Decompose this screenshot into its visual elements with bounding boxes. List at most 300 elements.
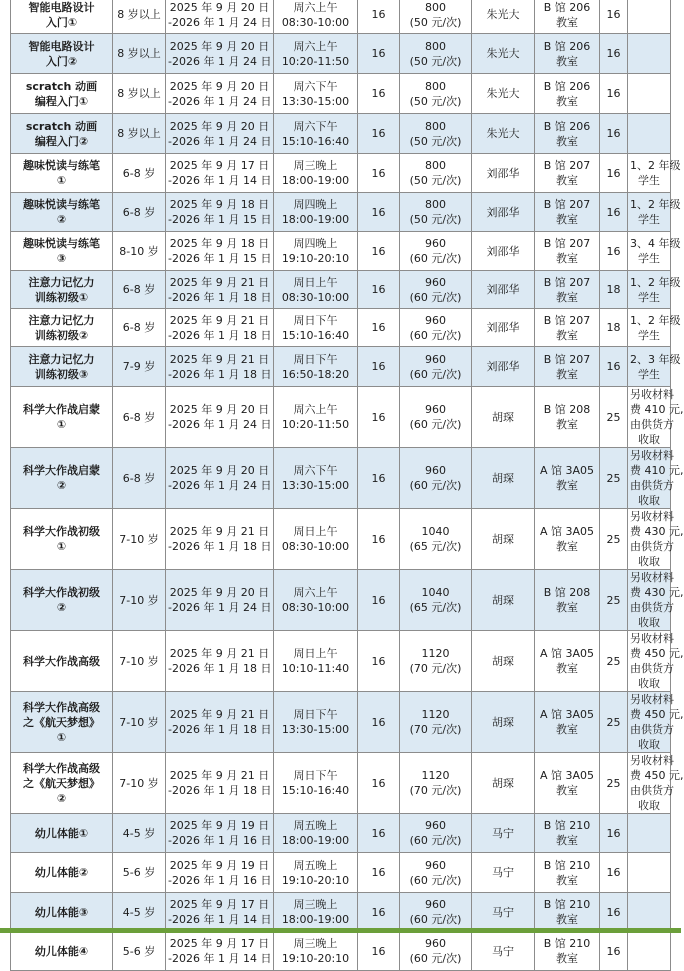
course-name-cell <box>11 448 113 509</box>
classroom-cell-line: B 馆 206 <box>543 0 591 14</box>
course-name-cell-line: 科学大作战高级 <box>23 761 100 775</box>
course-name-cell-line: 注意力记忆力 <box>28 313 95 327</box>
class-time-cell-line: 周六上午 <box>293 586 338 599</box>
table-row <box>11 570 671 631</box>
session-count-cell: 16 <box>358 692 400 753</box>
date-range-cell-line: 2025 年 9 月 20 日 <box>169 403 270 416</box>
remark-cell <box>628 893 671 932</box>
table-row <box>11 0 671 34</box>
remark-cell-line: 费 450 元, <box>630 647 684 660</box>
date-range-cell <box>166 631 274 692</box>
date-range-cell <box>166 853 274 893</box>
remark-cell-line: 收取 <box>638 799 660 812</box>
class-time-cell <box>274 34 358 74</box>
capacity-cell: 25 <box>600 448 628 509</box>
classroom-cell-line: 教室 <box>556 952 578 965</box>
table-row <box>11 34 671 74</box>
date-range-cell-line: -2026 年 1 月 24 日 <box>168 15 272 29</box>
classroom-cell <box>535 74 600 114</box>
session-count-cell: 16 <box>358 448 400 509</box>
date-range-cell-line: -2026 年 1 月 24 日 <box>168 601 272 614</box>
session-count-cell: 16 <box>358 0 400 34</box>
course-name-cell <box>11 753 113 814</box>
fee-cell-line: 960 <box>425 464 446 477</box>
course-name-cell-line: ① <box>56 540 67 553</box>
table-row <box>11 853 671 893</box>
date-range-cell <box>166 932 274 971</box>
remark-cell-line: 由供货方 <box>630 662 674 675</box>
capacity-cell: 16 <box>600 853 628 893</box>
class-time-cell-line: 13:30-15:00 <box>281 479 350 492</box>
class-time-cell <box>274 387 358 448</box>
course-name-cell <box>11 74 113 114</box>
date-range-cell-line: 2025 年 9 月 21 日 <box>169 313 270 327</box>
fee-cell-line: (65 元/次) <box>409 601 462 614</box>
classroom-cell <box>535 631 600 692</box>
teacher-cell: 胡琛 <box>472 631 535 692</box>
fee-cell <box>400 509 472 570</box>
classroom-cell <box>535 692 600 753</box>
course-name-cell-line: 编程入门① <box>34 94 89 108</box>
classroom-cell <box>535 154 600 193</box>
class-time-cell-line: 周六上午 <box>293 39 338 53</box>
age-range-cell: 5-6 岁 <box>113 853 166 893</box>
course-name-cell <box>11 387 113 448</box>
remark-cell-line: 收取 <box>638 555 660 568</box>
age-range-cell: 4-5 岁 <box>113 893 166 932</box>
remark-cell-line: 1、2 年级 <box>630 159 681 172</box>
capacity-cell: 16 <box>600 114 628 154</box>
classroom-cell-line: 教室 <box>556 213 578 226</box>
classroom-cell-line: 教室 <box>556 94 578 108</box>
remark-cell-line: 收取 <box>638 616 660 629</box>
class-time-cell <box>274 271 358 309</box>
age-range-cell: 6-8 岁 <box>113 154 166 193</box>
fee-cell-line: 1120 <box>421 647 450 660</box>
classroom-cell-line: B 馆 207 <box>543 237 591 250</box>
class-time-cell-line: 周日上午 <box>293 275 338 289</box>
class-time-cell-line: 周四晚上 <box>293 198 338 211</box>
capacity-cell: 25 <box>600 692 628 753</box>
remark-cell <box>628 0 671 34</box>
session-count-cell: 16 <box>358 154 400 193</box>
date-range-cell-line: -2026 年 1 月 18 日 <box>168 723 272 736</box>
date-range-cell-line: -2026 年 1 月 24 日 <box>168 418 272 431</box>
course-name-cell <box>11 154 113 193</box>
class-time-cell-line: 周六上午 <box>293 403 338 416</box>
date-range-cell-line: 2025 年 9 月 20 日 <box>169 464 270 477</box>
fee-cell-line: 800 <box>425 0 446 14</box>
session-count-cell: 16 <box>358 114 400 154</box>
date-range-cell-line: 2025 年 9 月 18 日 <box>169 237 270 250</box>
class-time-cell <box>274 932 358 971</box>
remark-cell-line: 另收材料 <box>630 632 674 645</box>
fee-cell-line: (50 元/次) <box>409 174 462 187</box>
table-row <box>11 347 671 387</box>
remark-cell-line: 1、2 年级 <box>630 313 681 327</box>
date-range-cell-line: 2025 年 9 月 20 日 <box>169 39 270 53</box>
fee-cell-line: 960 <box>425 819 446 832</box>
remark-cell <box>628 271 681 309</box>
class-time-cell-line: 周日上午 <box>293 647 338 660</box>
class-time-cell-line: 18:00-19:00 <box>281 213 350 226</box>
class-time-cell <box>274 232 358 271</box>
course-name-cell-line: ② <box>56 791 67 805</box>
course-name-cell-line: 趣味悦读与练笔 <box>23 237 100 250</box>
fee-cell-line: (50 元/次) <box>409 54 462 68</box>
teacher-cell: 胡琛 <box>472 692 535 753</box>
date-range-cell-line: -2026 年 1 月 18 日 <box>168 290 272 304</box>
course-name-cell-line: 趣味悦读与练笔 <box>23 198 100 211</box>
fee-cell-line: 960 <box>425 898 446 911</box>
capacity-cell: 25 <box>600 570 628 631</box>
age-range-cell: 8 岁以上 <box>113 74 166 114</box>
date-range-cell-line: 2025 年 9 月 18 日 <box>169 198 270 211</box>
session-count-cell: 16 <box>358 753 400 814</box>
fee-cell <box>400 271 472 309</box>
class-time-cell-line: 15:10-16:40 <box>281 328 350 342</box>
fee-cell-line: 960 <box>425 858 446 872</box>
class-time-cell <box>274 114 358 154</box>
class-time-cell-line: 18:00-19:00 <box>281 913 350 926</box>
session-count-cell: 16 <box>358 387 400 448</box>
class-time-cell-line: 周三晚上 <box>293 159 338 172</box>
course-name-cell <box>11 347 113 387</box>
course-name-cell <box>11 853 113 893</box>
classroom-cell-line: A 馆 3A05 <box>539 769 595 782</box>
fee-cell-line: (60 元/次) <box>409 367 462 381</box>
class-time-cell-line: 15:10-16:40 <box>281 784 350 797</box>
fee-cell <box>400 814 472 853</box>
classroom-cell-line: 教室 <box>556 367 578 381</box>
remark-cell-line: 收取 <box>638 677 660 690</box>
remark-cell-line: 学生 <box>638 328 660 342</box>
fee-cell-line: (60 元/次) <box>409 418 462 431</box>
date-range-cell-line: -2026 年 1 月 18 日 <box>168 662 272 675</box>
date-range-cell-line: 2025 年 9 月 20 日 <box>169 586 270 599</box>
date-range-cell <box>166 448 274 509</box>
course-name-cell-line: 科学大作战启蒙 <box>23 403 100 416</box>
age-range-cell: 7-10 岁 <box>113 509 166 570</box>
class-time-cell-line: 周日上午 <box>293 525 338 538</box>
course-name-cell-line: 入门② <box>45 54 78 68</box>
classroom-cell-line: 教室 <box>556 913 578 926</box>
classroom-cell <box>535 814 600 853</box>
course-name-cell <box>11 232 113 271</box>
classroom-cell-line: 教室 <box>556 601 578 614</box>
teacher-cell: 胡琛 <box>472 387 535 448</box>
remark-cell-line: 另收材料 <box>630 449 674 462</box>
class-time-cell-line: 周五晚上 <box>293 819 338 832</box>
class-time-cell-line: 19:10-20:10 <box>281 873 350 887</box>
remark-cell-line: 费 450 元, <box>630 769 684 782</box>
course-name-cell <box>11 932 113 971</box>
date-range-cell-line: -2026 年 1 月 15 日 <box>168 252 272 265</box>
teacher-cell: 胡琛 <box>472 448 535 509</box>
course-name-cell-line: ① <box>56 730 67 744</box>
class-time-cell-line: 周日下午 <box>293 313 338 327</box>
course-name-cell-line: ① <box>56 174 67 187</box>
fee-cell <box>400 34 472 74</box>
teacher-cell: 朱光大 <box>472 34 535 74</box>
remark-cell-line: 由供货方 <box>630 601 674 614</box>
class-time-cell <box>274 0 358 34</box>
fee-cell-line: (60 元/次) <box>409 328 462 342</box>
fee-cell-line: 960 <box>425 313 446 327</box>
course-name-cell-line: ③ <box>56 252 67 265</box>
session-count-cell: 16 <box>358 932 400 971</box>
table-row <box>11 232 671 271</box>
fee-cell-line: (60 元/次) <box>409 873 462 887</box>
remark-cell <box>628 448 684 509</box>
teacher-cell: 刘邵华 <box>472 347 535 387</box>
remark-cell-line: 另收材料 <box>630 754 674 767</box>
date-range-cell <box>166 34 274 74</box>
fee-cell-line: 800 <box>425 119 446 133</box>
classroom-cell-line: 教室 <box>556 418 578 431</box>
capacity-cell: 16 <box>600 193 628 232</box>
session-count-cell: 16 <box>358 309 400 347</box>
fee-cell <box>400 309 472 347</box>
date-range-cell-line: 2025 年 9 月 19 日 <box>169 819 270 832</box>
course-name-cell-line: ① <box>56 418 67 431</box>
fee-cell-line: (60 元/次) <box>409 952 462 965</box>
course-name-cell-line: 科学大作战初级 <box>23 525 100 538</box>
remark-cell-line: 学生 <box>638 174 660 187</box>
course-name-cell <box>11 114 113 154</box>
course-name-cell-line: 智能电路设计 <box>28 0 95 14</box>
session-count-cell: 16 <box>358 893 400 932</box>
remark-cell <box>628 692 684 753</box>
course-schedule-table <box>10 0 684 971</box>
date-range-cell-line: 2025 年 9 月 20 日 <box>169 79 270 93</box>
fee-cell-line: 800 <box>425 159 446 172</box>
classroom-cell <box>535 347 600 387</box>
course-name-cell-line: 幼儿体能④ <box>34 944 89 958</box>
fee-cell <box>400 154 472 193</box>
date-range-cell <box>166 154 274 193</box>
age-range-cell: 6-8 岁 <box>113 387 166 448</box>
capacity-cell: 25 <box>600 509 628 570</box>
remark-cell <box>628 114 671 154</box>
remark-cell-line: 学生 <box>638 290 660 304</box>
date-range-cell-line: 2025 年 9 月 19 日 <box>169 858 270 872</box>
remark-cell <box>628 309 681 347</box>
class-time-cell-line: 13:30-15:00 <box>281 723 350 736</box>
session-count-cell: 16 <box>358 853 400 893</box>
class-time-cell-line: 周六上午 <box>293 0 338 14</box>
fee-cell <box>400 893 472 932</box>
fee-cell-line: (50 元/次) <box>409 134 462 148</box>
classroom-cell-line: 教室 <box>556 15 578 29</box>
classroom-cell <box>535 893 600 932</box>
date-range-cell-line: -2026 年 1 月 16 日 <box>168 873 272 887</box>
date-range-cell <box>166 893 274 932</box>
fee-cell-line: (50 元/次) <box>409 213 462 226</box>
fee-cell-line: 1040 <box>421 525 450 538</box>
classroom-cell-line: A 馆 3A05 <box>539 647 595 660</box>
course-name-cell <box>11 509 113 570</box>
teacher-cell: 马宁 <box>472 853 535 893</box>
table-row <box>11 114 671 154</box>
classroom-cell-line: B 馆 208 <box>543 403 591 416</box>
class-time-cell <box>274 814 358 853</box>
date-range-cell <box>166 692 274 753</box>
course-name-cell-line: 注意力记忆力 <box>28 275 95 289</box>
session-count-cell: 16 <box>358 347 400 387</box>
date-range-cell-line: -2026 年 1 月 18 日 <box>168 784 272 797</box>
course-name-cell <box>11 309 113 347</box>
age-range-cell: 6-8 岁 <box>113 309 166 347</box>
class-time-cell-line: 周六下午 <box>293 119 338 133</box>
teacher-cell: 朱光大 <box>472 0 535 34</box>
remark-cell <box>628 853 671 893</box>
class-time-cell-line: 周日下午 <box>293 708 338 721</box>
class-time-cell <box>274 74 358 114</box>
age-range-cell: 7-10 岁 <box>113 570 166 631</box>
date-range-cell-line: 2025 年 9 月 17 日 <box>169 159 270 172</box>
class-time-cell-line: 周六下午 <box>293 464 338 477</box>
date-range-cell <box>166 114 274 154</box>
classroom-cell-line: 教室 <box>556 834 578 847</box>
class-time-cell-line: 19:10-20:10 <box>281 952 350 965</box>
classroom-cell-line: B 馆 210 <box>543 819 591 832</box>
capacity-cell: 16 <box>600 232 628 271</box>
date-range-cell <box>166 570 274 631</box>
class-time-cell-line: 18:00-19:00 <box>281 834 350 847</box>
classroom-cell <box>535 193 600 232</box>
remark-cell <box>628 932 671 971</box>
classroom-cell <box>535 232 600 271</box>
age-range-cell: 6-8 岁 <box>113 271 166 309</box>
fee-cell-line: 1120 <box>421 708 450 721</box>
fee-cell-line: 960 <box>425 237 446 250</box>
classroom-cell-line: 教室 <box>556 134 578 148</box>
class-time-cell <box>274 893 358 932</box>
class-time-cell-line: 08:30-10:00 <box>281 540 350 553</box>
classroom-cell-line: 教室 <box>556 662 578 675</box>
capacity-cell: 16 <box>600 34 628 74</box>
age-range-cell: 7-10 岁 <box>113 692 166 753</box>
teacher-cell: 胡琛 <box>472 570 535 631</box>
teacher-cell: 刘邵华 <box>472 309 535 347</box>
remark-cell-line: 收取 <box>638 433 660 446</box>
date-range-cell-line: 2025 年 9 月 20 日 <box>169 119 270 133</box>
teacher-cell: 朱光大 <box>472 74 535 114</box>
fee-cell <box>400 232 472 271</box>
teacher-cell: 刘邵华 <box>472 154 535 193</box>
fee-cell <box>400 387 472 448</box>
capacity-cell: 16 <box>600 74 628 114</box>
course-name-cell-line: 之《航天梦想》 <box>23 715 100 729</box>
remark-cell-line: 另收材料 <box>630 693 674 706</box>
course-name-cell-line: 训练初级① <box>34 290 89 304</box>
remark-cell-line: 另收材料 <box>630 510 674 523</box>
capacity-cell: 25 <box>600 753 628 814</box>
table-row <box>11 387 671 448</box>
session-count-cell: 16 <box>358 232 400 271</box>
class-time-cell-line: 15:10-16:40 <box>281 134 350 148</box>
remark-cell <box>628 154 681 193</box>
date-range-cell-line: 2025 年 9 月 17 日 <box>169 937 270 950</box>
course-name-cell-line: scratch 动画 <box>25 79 98 93</box>
remark-cell-line: 3、4 年级 <box>630 237 681 250</box>
fee-cell-line: 960 <box>425 352 446 366</box>
date-range-cell-line: -2026 年 1 月 15 日 <box>168 213 272 226</box>
fee-cell-line: (70 元/次) <box>409 662 462 675</box>
fee-cell-line: (60 元/次) <box>409 290 462 304</box>
table-row <box>11 814 671 853</box>
teacher-cell: 胡琛 <box>472 509 535 570</box>
remark-cell <box>628 347 681 387</box>
teacher-cell: 刘邵华 <box>472 193 535 232</box>
fee-cell-line: (60 元/次) <box>409 834 462 847</box>
class-time-cell-line: 08:30-10:00 <box>281 290 350 304</box>
course-name-cell <box>11 631 113 692</box>
remark-cell-line: 由供货方 <box>630 723 674 736</box>
table-row <box>11 271 671 309</box>
classroom-cell-line: B 馆 207 <box>543 313 591 327</box>
date-range-cell <box>166 271 274 309</box>
capacity-cell: 18 <box>600 271 628 309</box>
date-range-cell-line: -2026 年 1 月 18 日 <box>168 328 272 342</box>
capacity-cell: 25 <box>600 387 628 448</box>
fee-cell-line: (70 元/次) <box>409 784 462 797</box>
classroom-cell <box>535 853 600 893</box>
fee-cell <box>400 692 472 753</box>
fee-cell-line: 800 <box>425 198 446 211</box>
date-range-cell <box>166 193 274 232</box>
course-name-cell-line: 智能电路设计 <box>28 39 95 53</box>
course-name-cell-line: 训练初级② <box>34 328 89 342</box>
teacher-cell: 马宁 <box>472 932 535 971</box>
fee-cell <box>400 347 472 387</box>
date-range-cell-line: 2025 年 9 月 21 日 <box>169 525 270 538</box>
class-time-cell <box>274 347 358 387</box>
class-time-cell-line: 周三晚上 <box>293 937 338 950</box>
teacher-cell: 马宁 <box>472 814 535 853</box>
remark-cell-line: 费 410 元, <box>630 403 684 416</box>
session-count-cell: 16 <box>358 74 400 114</box>
classroom-cell-line: B 馆 206 <box>543 39 591 53</box>
table-row <box>11 932 671 971</box>
date-range-cell-line: -2026 年 1 月 14 日 <box>168 952 272 965</box>
class-time-cell-line: 10:20-11:50 <box>281 54 350 68</box>
age-range-cell: 7-10 岁 <box>113 753 166 814</box>
class-time-cell <box>274 309 358 347</box>
remark-cell <box>628 74 671 114</box>
fee-cell-line: (70 元/次) <box>409 723 462 736</box>
date-range-cell <box>166 814 274 853</box>
remark-cell-line: 由供货方 <box>630 784 674 797</box>
class-time-cell-line: 周三晚上 <box>293 898 338 911</box>
course-name-cell-line: 幼儿体能③ <box>34 905 89 919</box>
table-row <box>11 74 671 114</box>
remark-cell-line: 由供货方 <box>630 479 674 492</box>
fee-cell <box>400 932 472 971</box>
remark-cell-line: 费 410 元, <box>630 464 684 477</box>
remark-cell <box>628 193 681 232</box>
class-time-cell <box>274 570 358 631</box>
class-time-cell-line: 周六下午 <box>293 79 338 93</box>
course-name-cell-line: 训练初级③ <box>34 367 89 381</box>
class-time-cell-line: 周日下午 <box>293 352 338 366</box>
age-range-cell: 7-10 岁 <box>113 631 166 692</box>
capacity-cell: 16 <box>600 347 628 387</box>
remark-cell <box>628 570 684 631</box>
classroom-cell-line: B 馆 207 <box>543 275 591 289</box>
course-name-cell-line: 科学大作战高级 <box>23 654 100 668</box>
